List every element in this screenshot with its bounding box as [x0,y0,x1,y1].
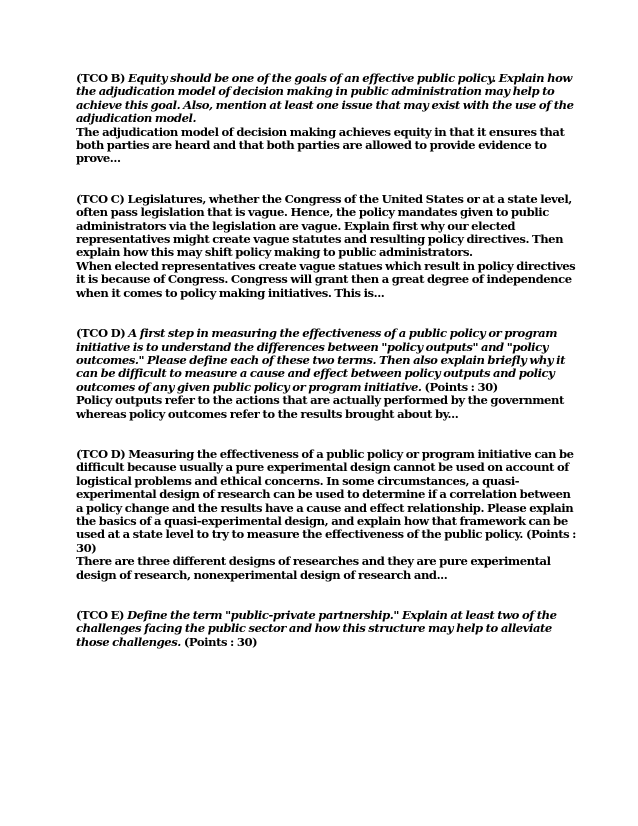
question-block-4 [76,448,576,582]
question-block-2 [76,193,576,300]
question-5-points: (Points : 30) [183,634,258,649]
question-2-tco: (TCO C) [76,191,125,206]
question-block-3 [76,327,576,421]
answer-4: There are three different designs of researches and they are pure experimental design of research, nonexperimental design of research and... [76,554,551,582]
answer-1: The adjudication model of decision making achieves equity in that it ensures that both parties are heard and that both parties are allowed to provide evidence to prove... [76,124,565,166]
question-block-1 [76,72,576,166]
question-3-tco: (TCO D) [76,326,126,341]
question-5 [76,609,576,649]
answer-2: When elected representatives create vague statues which result in policy directives it is because of Congress. Congress will grant then a great degree of independence when it comes to policy making initiatives. This is... [76,258,576,300]
document-body [76,72,576,649]
question-3 [76,327,576,394]
question-5-prompt: Define the term "public-private partnership." Explain at least two of the challenges facing the public sector and how this structure may help to alleviate those challenges. [76,608,557,649]
question-1-prompt: Equity should be one of the goals of an effective public policy. Explain how the adjudication model of decision making in public administration may help to achieve this goal. Also, mention at least one issue that may exist with the use of the adjudication model. [76,71,574,126]
question-5-tco: (TCO E) [76,608,125,622]
question-4-prompt: Measuring the effectiveness of a public policy or program initiative can be difficult because usually a pure experimental design cannot be used on account of logistical problems and ethical concerns. In some circumstances, a quasi-experimental design of research can be used to determine if a correlation between a policy change and the results have a cause and effect relationship. Please explain the basics of a quasi-experimental design, and explain how that framework can be used at a state level to try to measure the effectiveness of the public policy. [76,446,574,542]
question-2-prompt: Legislatures, whether the Congress of the United States or at a state level, often pass legislation that is vague. Hence, the policy mandates given to public administrators via the legislation are vague. Explain first why our elected representatives might create vague statutes and resulting policy directives. Then explain how this may shift policy making to public administrators. [76,191,572,260]
question-4 [76,448,576,555]
question-1-tco: (TCO B) [76,71,126,85]
question-block-5 [76,609,576,649]
question-2 [76,193,576,260]
question-3-points: (Points : 30) [424,379,498,394]
question-1 [76,72,576,126]
question-3-prompt: A first step in measuring the effectiveness of a public policy or program initiative is to understand the differences between "policy outputs" and "policy outcomes." Please define each of these two terms. Then also explain briefly why it can be difficult to measure a cause and effect between policy outputs and policy outcomes of any given public policy or program initiative. [76,326,566,394]
answer-3: Policy outputs refer to the actions that are actually performed by the government whereas policy outcomes refer to the results brought about by... [76,393,564,421]
question-4-points: (Points : 30) [76,527,577,555]
question-4-tco: (TCO D) [76,446,126,461]
